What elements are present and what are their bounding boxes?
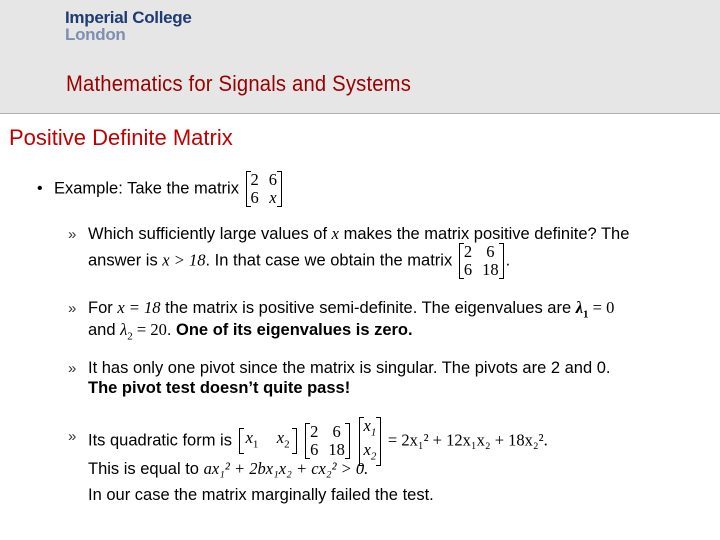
vec-sub: 2 — [284, 438, 290, 451]
matrix-cell: 6 — [486, 242, 495, 261]
matrix-cell: 6 — [268, 170, 278, 189]
math-var: λ — [120, 320, 128, 339]
text-run: . — [505, 251, 511, 270]
math-expr: x > 18 — [162, 250, 206, 270]
text-run: and — [88, 321, 121, 339]
row-vector — [239, 428, 297, 454]
text-run: Its quadratic form is — [88, 431, 237, 450]
matrix-cell: 6 — [250, 188, 259, 207]
math-var: λ — [575, 298, 584, 317]
math-expr: = 20 — [132, 320, 167, 339]
math-expr: = 0 — [588, 298, 615, 317]
math-sub: 2 — [127, 330, 133, 343]
vec-sub: 1 — [252, 438, 259, 451]
sub4-line3: In our case the matrix marginally failed the test. — [88, 486, 434, 504]
math-sub: 1 — [583, 308, 589, 321]
text-run: the matrix is positive semi-definite. The eigenvalues are — [160, 299, 576, 317]
course-title: Mathematics for Signals and Systems — [66, 71, 412, 96]
vec-entry: x — [245, 428, 253, 448]
matrix-cell: 6 — [332, 422, 341, 442]
matrix-cell: 2 — [463, 242, 473, 261]
text-run: . In that case we obtain the matrix — [205, 251, 453, 270]
sub1-line2 — [88, 243, 510, 279]
logo-line1: Imperial College — [65, 8, 192, 27]
sub1-line1 — [88, 224, 629, 244]
header-band — [0, 0, 720, 114]
sub-bullet-mark: » — [68, 428, 77, 445]
math-var: x — [331, 224, 339, 243]
example-matrix — [246, 171, 283, 207]
matrix-cell: 6 — [463, 260, 473, 279]
text-run: For — [88, 299, 118, 317]
matrix-cell: 2 — [310, 422, 319, 442]
sub-bullet-mark: » — [68, 300, 77, 317]
bullet1-text: Example: Take the matrix — [54, 179, 239, 198]
result-matrix — [459, 243, 504, 279]
sub3-line2: The pivot test doesn’t quite pass! — [88, 379, 351, 397]
text-run: . — [166, 321, 177, 339]
quad-matrix — [305, 423, 350, 459]
text-run: makes the matrix positive definite? The — [338, 225, 630, 243]
matrix-cell: 18 — [482, 260, 499, 279]
quadratic-form-rhs: = 2x₁² + 12x₁x₂ + 18x₂². — [387, 430, 548, 450]
vec-sub: 2 — [370, 450, 377, 463]
text-run: answer is — [88, 251, 163, 270]
sub2-line2 — [88, 320, 413, 346]
bold-statement: One of its eigenvalues is zero. — [176, 321, 413, 339]
matrix-cell: 18 — [328, 440, 345, 460]
matrix-cell: 2 — [250, 170, 259, 189]
sub-bullet-mark: » — [68, 226, 77, 243]
imperial-logo — [65, 9, 192, 43]
vec-entry: x — [363, 440, 371, 460]
math-expr: ax₁² + 2bx₁x₂ + cx₂² > 0. — [203, 459, 369, 478]
slide-title: Positive Definite Matrix — [9, 125, 233, 150]
bullet-dot: • — [37, 180, 43, 197]
vec-entry: x — [363, 416, 371, 435]
vec-sub: 1 — [370, 426, 377, 439]
matrix-cell: x — [269, 188, 277, 207]
vec-entry: x — [276, 428, 285, 448]
sub4-line2 — [88, 459, 368, 479]
logo-line2: London — [65, 25, 126, 44]
sub-bullet-mark: » — [68, 360, 77, 377]
matrix-cell: 6 — [310, 440, 319, 460]
text-run: This is equal to — [88, 460, 204, 478]
math-expr: x = 18 — [117, 298, 161, 317]
sub3-line1: It has only one pivot since the matrix is singular. The pivots are 2 and 0. — [88, 359, 611, 377]
bullet1-row — [54, 171, 284, 207]
text-run: Which sufficiently large values of — [88, 225, 332, 243]
